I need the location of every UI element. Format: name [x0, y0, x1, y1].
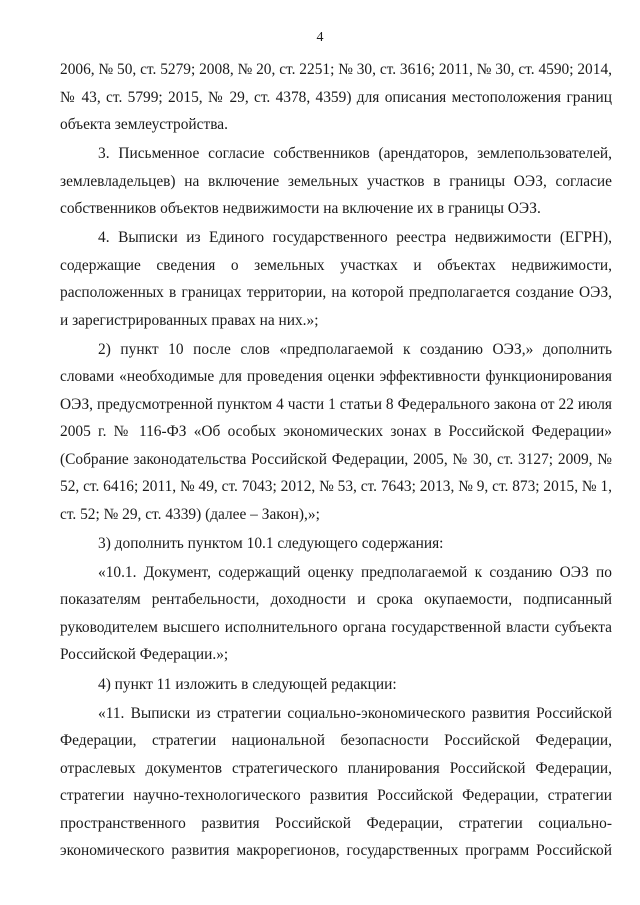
paragraph-item-11: «11. Выписки из стратегии социально-экономического развития Российской Федерации, стратегии национальной безопасности Российской Федерации, отраслевых документов стратегического планирования Российской Федерации, стратегии научно-технологического развития Российской Федерации, стратегии пространственного развития Российской Федерации, стратегии социально-экономического развития макрорегионов, государственных программ Российской — [60, 704, 612, 860]
document-body — [60, 56, 612, 866]
paragraph-item-4: 4. Выписки из Единого государственного реестра недвижимости (ЕГРН), содержащие сведения о земельных участках и объектах недвижимости, расположенных в границах территории, на которой предполагается создание ОЭЗ, и зарегистрированных правах на них.»; — [60, 229, 612, 329]
paragraph-item-10-1: «10.1. Документ, содержащий оценку предполагаемой к созданию ОЭЗ по показателям рентабельности, доходности и срока окупаемости, подписанный руководителем высшего исполнительного органа государственной власти субъекта Российской Федерации.»; — [60, 563, 612, 664]
paragraph-item-3: 3. Письменное согласие собственников (арендаторов, землепользователей, землевладельцев) на включение земельных участков в границы ОЭЗ, согласие собственников объектов недвижимости на включение их в границы ОЭЗ. — [60, 145, 612, 218]
paragraph-point-2: 2) пункт 10 после слов «предполагаемой к созданию ОЭЗ,» дополнить словами «необходимые для проведения оценки эффективности функционирования ОЭЗ, предусмотренной пунктом 4 части 1 статьи 8 Федерального закона от 22 июля 2005 г. № 116-ФЗ «Об особых экономических зонах в Российской Федерации» (Собрание законодательства Российской Федерации, 2005, № 30, ст. 3127; 2009, № 52, ст. 6416; 2011, № 49, ст. 7043; 2012, № 53, ст. 7643; 2013, № 9, ст. 873; 2015, № 1, ст. 52; № 29, ст. 4339) (далее – Закон),»; — [60, 340, 612, 523]
paragraph-continuation: 2006, № 50, ст. 5279; 2008, № 20, ст. 2251; № 30, ст. 3616; 2011, № 30, ст. 4590; 2014, № 43, ст. 5799; 2015, № 29, ст. 4378, 4359) для описания местоположения границ объекта землеустройства. — [60, 61, 612, 133]
paragraph-point-4: 4) пункт 11 изложить в следующей редакции: — [98, 675, 397, 693]
paragraph-point-3: 3) дополнить пунктом 10.1 следующего содержания: — [98, 534, 444, 552]
page-number: 4 — [316, 30, 324, 45]
